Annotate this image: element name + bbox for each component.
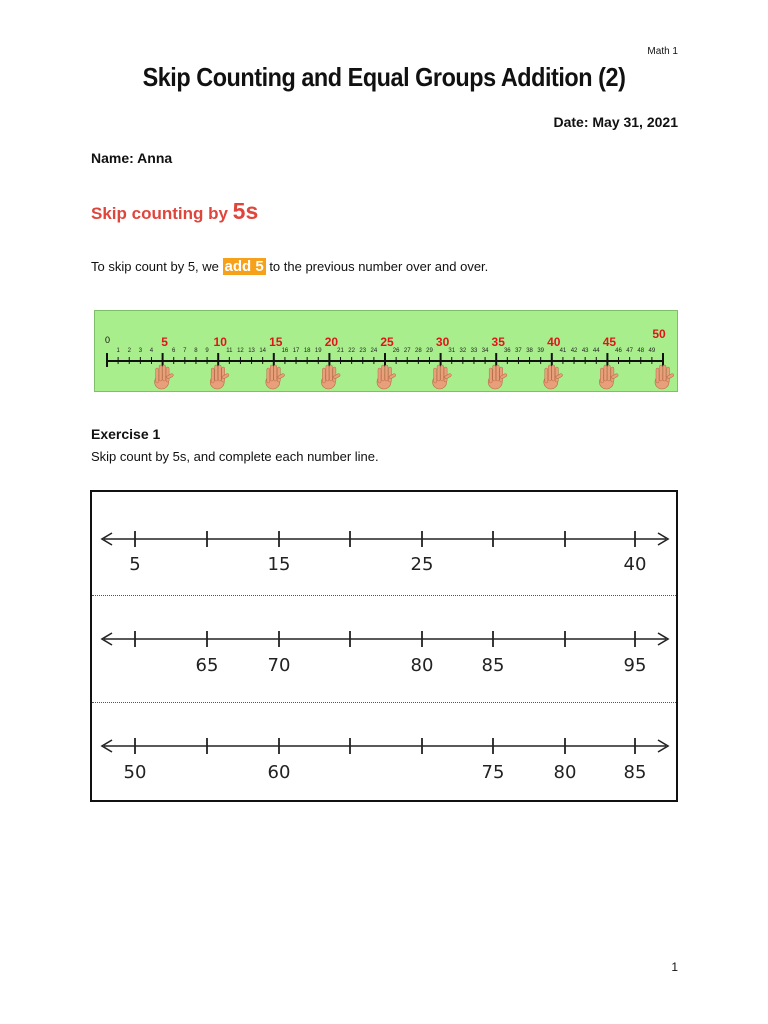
number-line-label: 95 — [623, 655, 647, 676]
banner-multiple-label: 20 — [324, 335, 339, 349]
open-hand-icon — [488, 365, 507, 389]
open-hand-icon — [544, 365, 563, 389]
number-line-label: 40 — [623, 554, 647, 575]
banner-small-number: 41 — [559, 348, 567, 354]
banner-small-number: 31 — [448, 348, 456, 354]
number-line-row-3 — [92, 703, 676, 800]
open-hand-icon — [155, 365, 174, 389]
banner-small-number: 16 — [281, 348, 289, 354]
banner-multiple-label: 30 — [435, 335, 450, 349]
banner-small-number: 22 — [348, 348, 355, 354]
number-line-label: 5 — [129, 554, 141, 575]
banner-small-number: 18 — [303, 348, 311, 354]
number-line-row-2 — [92, 596, 676, 702]
instruction-before: To skip count by 5, we — [91, 259, 223, 274]
section-heading-prefix: Skip counting by — [91, 204, 233, 223]
number-line-label: 50 — [123, 762, 147, 783]
open-hand-icon — [266, 365, 285, 389]
banner-small-number: 28 — [415, 348, 422, 354]
section-heading — [91, 198, 258, 225]
banner-multiple-label: 25 — [380, 335, 394, 349]
banner-multiple-label: 15 — [269, 335, 283, 349]
open-hand-icon — [321, 365, 340, 389]
banner-small-number: 36 — [503, 348, 511, 354]
number-line-label: 85 — [481, 655, 505, 676]
banner-small-number: 12 — [237, 348, 244, 354]
student-name: Name: Anna — [91, 150, 173, 166]
banner-small-number: 4 — [149, 348, 154, 354]
banner-multiple-label: 45 — [602, 335, 617, 349]
open-hand-icon — [599, 365, 618, 389]
number-line-3 — [92, 703, 676, 800]
banner-multiple-label: 35 — [491, 335, 505, 349]
banner-small-number: 37 — [515, 348, 522, 354]
banner-small-number: 43 — [581, 348, 589, 354]
instruction-after: to the previous number over and over. — [265, 259, 489, 274]
banner-small-number: 21 — [337, 348, 344, 354]
banner-small-number: 8 — [194, 348, 198, 354]
number-line-label: 65 — [195, 655, 219, 676]
banner-small-number: 6 — [172, 348, 176, 354]
banner-small-number: 7 — [183, 348, 187, 354]
banner-small-number: 2 — [127, 348, 131, 354]
banner-small-number: 29 — [426, 348, 433, 354]
banner-small-number: 47 — [626, 348, 633, 354]
open-hand-icon — [210, 365, 229, 389]
number-line-1 — [92, 492, 676, 595]
date-label: Date: May 31, 2021 — [553, 114, 678, 130]
exercise-instruction: Skip count by 5s, and complete each number line. — [91, 449, 379, 464]
banner-small-number: 34 — [481, 348, 489, 354]
banner-small-number: 49 — [648, 348, 656, 354]
banner-number-line — [95, 311, 677, 391]
open-hand-icon — [433, 365, 452, 389]
banner-small-number: 48 — [637, 348, 645, 354]
number-line-label: 70 — [267, 655, 291, 676]
banner-small-number: 42 — [570, 348, 578, 354]
banner-small-number: 38 — [526, 348, 533, 354]
banner-small-number: 33 — [470, 348, 478, 354]
exercise-title: Exercise 1 — [91, 426, 161, 442]
banner-multiple-label: 50 — [652, 327, 666, 341]
number-line-label: 80 — [410, 655, 434, 676]
open-hand-icon — [377, 365, 396, 389]
banner-small-number: 44 — [592, 348, 600, 354]
exercise-box — [90, 490, 678, 802]
skip-count-banner — [94, 310, 678, 392]
number-line-label: 85 — [623, 762, 647, 783]
section-heading-number: 5s — [232, 198, 259, 224]
number-line-label: 60 — [267, 762, 291, 783]
banner-small-number: 17 — [292, 348, 300, 354]
number-line-label: 25 — [410, 554, 434, 575]
number-line-row-1 — [92, 492, 676, 595]
banner-multiple-label: 5 — [161, 335, 168, 349]
banner-small-number: 23 — [359, 348, 367, 354]
banner-small-number: 27 — [403, 348, 411, 354]
number-line-label: 15 — [267, 554, 291, 575]
banner-multiple-label: 10 — [213, 335, 227, 349]
banner-start-label: 0 — [105, 335, 111, 345]
banner-small-number: 3 — [138, 348, 143, 354]
open-hand-icon — [655, 365, 674, 389]
number-line-label: 75 — [481, 762, 505, 783]
banner-multiple-label: 40 — [547, 335, 561, 349]
instruction-highlight: add 5 — [224, 258, 264, 275]
banner-small-number: 39 — [537, 348, 545, 354]
banner-small-number: 24 — [370, 348, 378, 354]
course-label: Math 1 — [647, 46, 678, 57]
page-title: Skip Counting and Equal Groups Addition (2) — [142, 62, 626, 92]
banner-small-number: 13 — [248, 348, 255, 354]
banner-small-number: 46 — [615, 348, 622, 354]
number-line-2 — [92, 596, 676, 702]
banner-small-number: 14 — [259, 348, 267, 354]
number-line-label: 80 — [553, 762, 577, 783]
banner-small-number: 32 — [459, 348, 467, 354]
banner-small-number: 1 — [116, 348, 120, 354]
banner-small-number: 9 — [205, 348, 209, 354]
banner-small-number: 11 — [226, 348, 233, 354]
banner-small-number: 26 — [392, 348, 400, 354]
banner-small-number: 19 — [314, 348, 322, 354]
skip-count-instruction — [91, 258, 488, 275]
page-number: 1 — [671, 960, 678, 974]
